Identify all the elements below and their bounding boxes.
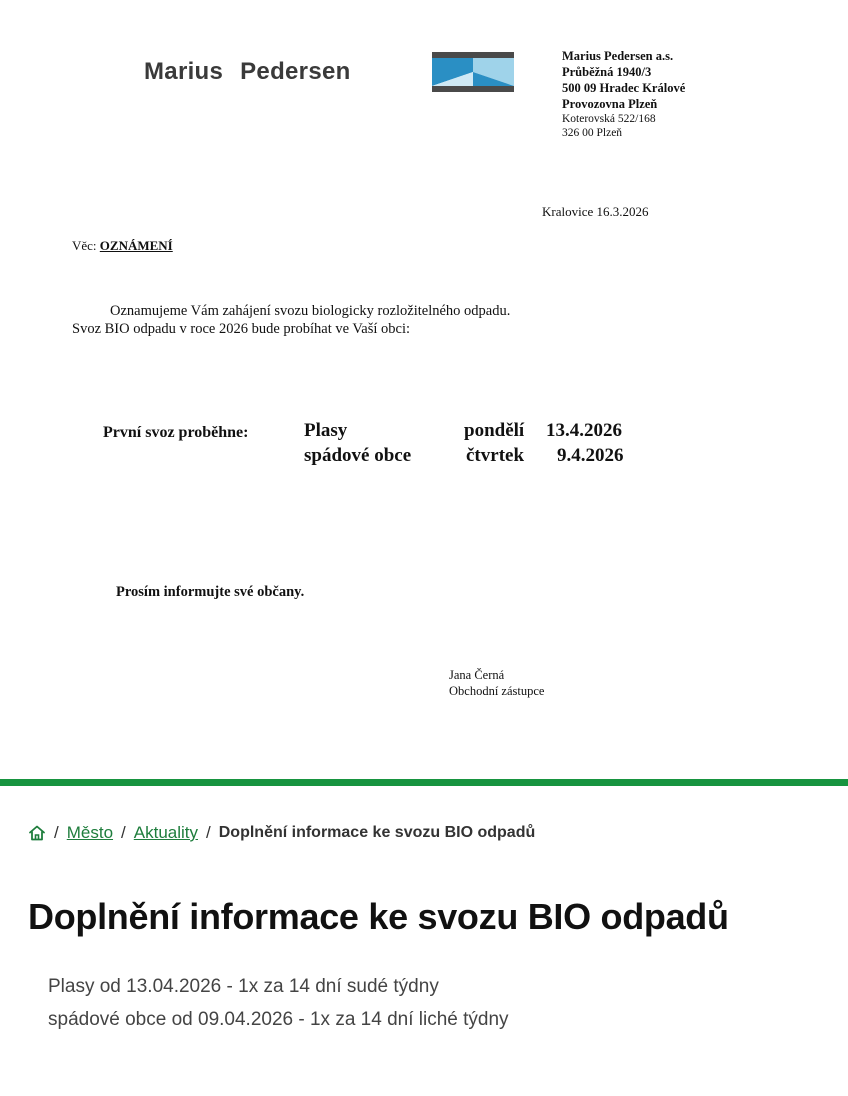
company-address (562, 48, 685, 140)
address-company: Marius Pedersen a.s. (562, 49, 674, 63)
breadcrumb-separator: / (54, 823, 59, 842)
signature-name: Jana Černá (449, 668, 505, 682)
address-branch-city: 326 00 Plzeň (562, 127, 623, 139)
info-line: Plasy od 13.04.2026 - 1x za 14 dní sudé týdny (48, 976, 439, 997)
schedule-date: 13.4.2026 (546, 420, 622, 441)
breadcrumb (28, 823, 535, 843)
letter-date: Kralovice 16.3.2026 (542, 204, 649, 219)
breadcrumb-current: Doplnění informace ke svozu BIO odpadů (218, 824, 536, 841)
address-street: Průběžná 1940/3 (562, 65, 652, 79)
intro-line-1: Oznamujeme Vám zahájení svozu biologicky rozložitelného odpadu. (110, 303, 511, 319)
subject-value: OZNÁMENÍ (99, 238, 173, 253)
signature-role: Obchodní zástupce (449, 684, 545, 698)
breadcrumb-separator: / (121, 823, 126, 842)
breadcrumb-link-mesto[interactable]: Město (66, 823, 114, 842)
home-icon[interactable] (28, 824, 46, 842)
address-city: 500 09 Hradec Králové (562, 81, 686, 95)
schedule-date: 9.4.2026 (557, 445, 624, 466)
address-branch: Provozovna Plzeň (562, 97, 658, 111)
letter-subject (72, 238, 173, 254)
schedule-day: čtvrtek (466, 445, 525, 466)
schedule-place: Plasy (304, 420, 348, 441)
company-brand-name: Marius Pedersen (144, 58, 351, 85)
schedule-label: První svoz proběhne: (103, 424, 249, 441)
subject-label: Věc: (72, 238, 97, 253)
company-logo (432, 52, 514, 92)
schedule-place: spádové obce (304, 445, 412, 466)
breadcrumb-link-aktuality[interactable]: Aktuality (133, 823, 199, 842)
section-divider (0, 779, 848, 786)
intro-line-2: Svoz BIO odpadu v roce 2026 bude probíhat ve Vaší obci: (72, 321, 411, 337)
closing-request: Prosím informujte své občany. (116, 584, 305, 600)
info-line: spádové obce od 09.04.2026 - 1x za 14 dní liché týdny (48, 1009, 509, 1030)
schedule-day: pondělí (464, 420, 525, 441)
breadcrumb-separator: / (206, 823, 211, 842)
page-title: Doplnění informace ke svozu BIO odpadů (28, 896, 729, 937)
address-branch-street: Koterovská 522/168 (562, 113, 656, 125)
